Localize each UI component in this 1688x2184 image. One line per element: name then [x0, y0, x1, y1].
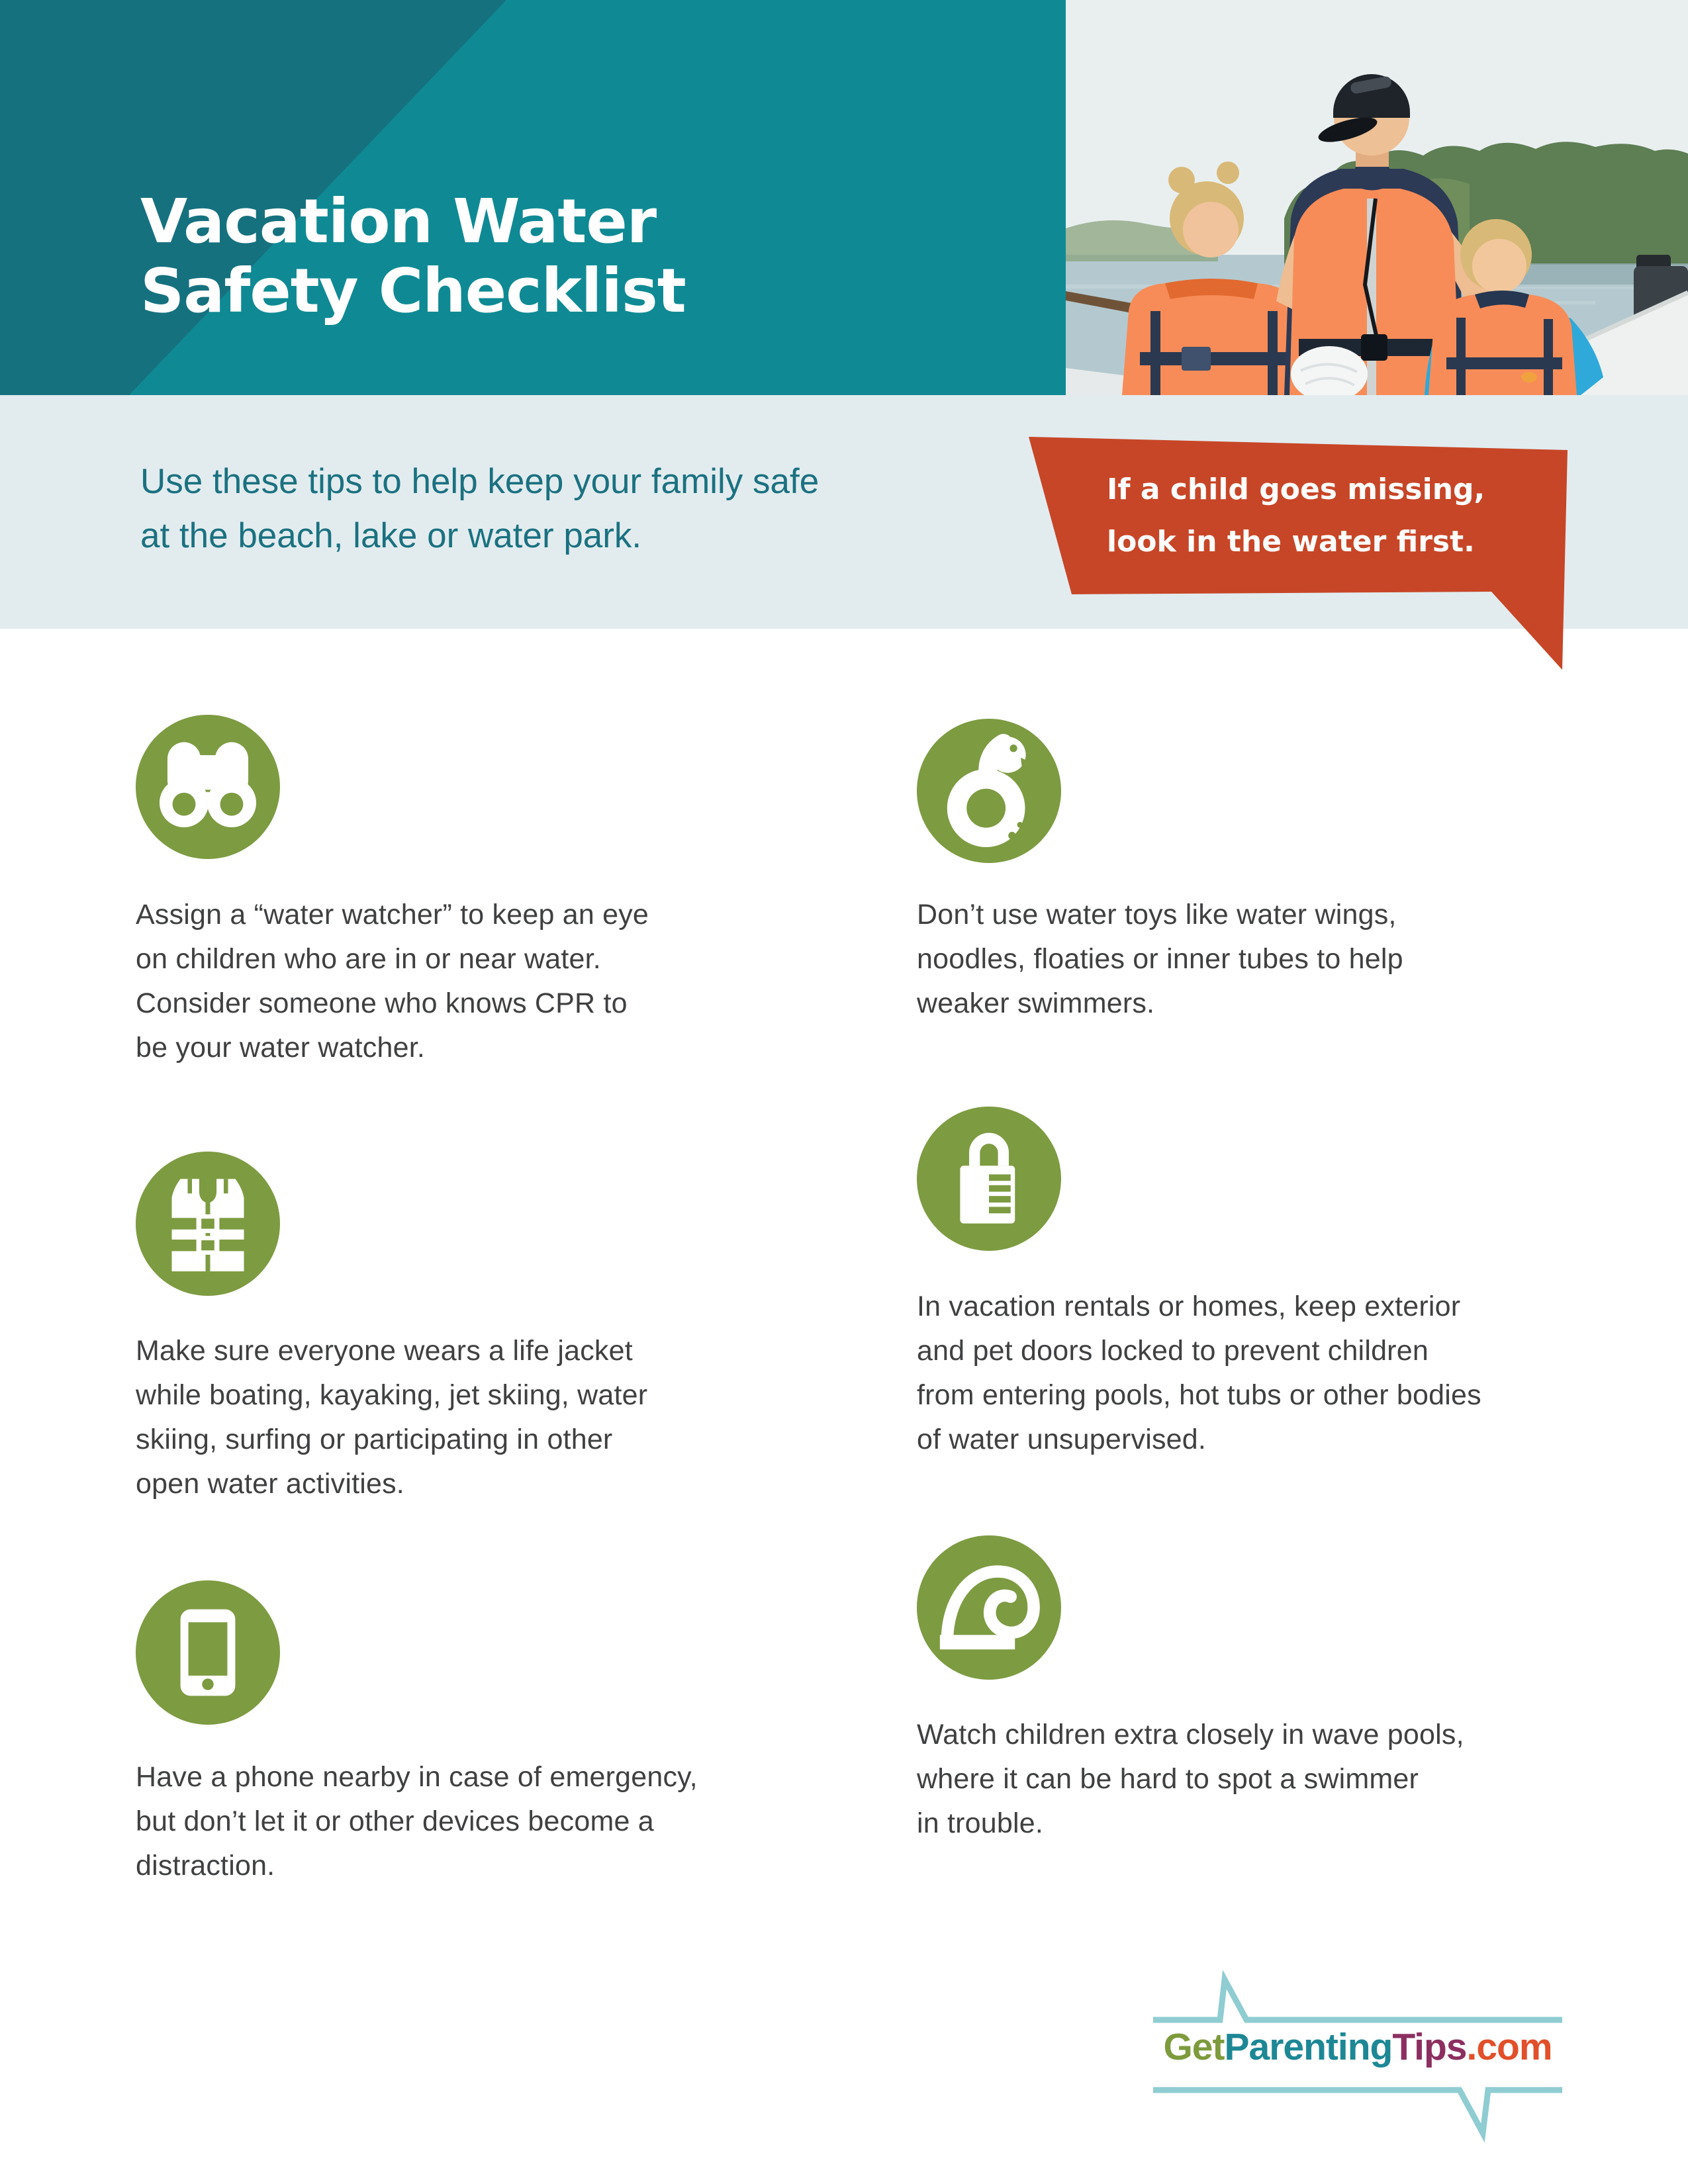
tip-line: Watch children extra closely in wave pools,	[917, 1719, 1464, 1751]
logo-segment-parenting[interactable]: Parenting	[1224, 2026, 1393, 2068]
tip-line: and pet doors locked to prevent children	[917, 1335, 1429, 1367]
tip-line: where it can be hard to spot a swimmer	[917, 1763, 1419, 1795]
logo-segment-tips[interactable]: Tips	[1392, 2026, 1467, 2068]
wave-pools-circle	[917, 1535, 1061, 1680]
life-jacket-icon	[136, 1152, 280, 1296]
intro-text	[140, 455, 819, 563]
footer-logo-text[interactable]	[1153, 2027, 1562, 2067]
life-jacket-circle	[136, 1152, 280, 1296]
tip-water-toys	[917, 893, 1403, 1026]
tip-line: from entering pools, hot tubs or other bodies	[917, 1379, 1481, 1411]
family-boat-photo	[1066, 0, 1688, 395]
page-title-line1: Vacation Water	[140, 186, 657, 257]
tip-phone-nearby	[136, 1755, 698, 1888]
tip-line: Have a phone nearby in case of emergency,	[136, 1761, 698, 1793]
tip-line: in trouble.	[917, 1807, 1044, 1839]
tip-line: on children who are in or near water.	[136, 943, 601, 975]
logo-segment-com[interactable]: .com	[1466, 2026, 1552, 2068]
tip-locked-doors	[917, 1285, 1481, 1462]
tip-line: noodles, floaties or inner tubes to help	[917, 943, 1403, 975]
duck-float-icon	[917, 719, 1061, 863]
lock-icon	[917, 1107, 1061, 1251]
binoculars-icon	[136, 715, 280, 859]
tip-line: while boating, kayaking, jet skiing, water	[136, 1379, 648, 1411]
tip-line: but don’t let it or other devices become a	[136, 1805, 654, 1837]
tip-line: open water activities.	[136, 1468, 404, 1500]
tip-line: weaker swimmers.	[917, 987, 1155, 1019]
phone-nearby-circle	[136, 1580, 280, 1725]
footer-logo[interactable]	[1149, 1969, 1572, 2154]
tip-line: of water unsupervised.	[917, 1424, 1207, 1455]
page-title	[140, 187, 686, 326]
callout-line2: look in the water first.	[1107, 525, 1475, 559]
tip-line: Assign a “water watcher” to keep an eye	[136, 899, 649, 931]
tip-line: distraction.	[136, 1850, 275, 1882]
wave-icon	[917, 1535, 1061, 1680]
locked-doors-circle	[917, 1107, 1061, 1251]
intro-line2: at the beach, lake or water park.	[140, 516, 642, 555]
tip-line: Make sure everyone wears a life jacket	[136, 1335, 633, 1367]
tip-wave-pools	[917, 1713, 1464, 1846]
intro-line1: Use these tips to help keep your family safe	[140, 462, 820, 501]
water-toys-circle	[917, 719, 1061, 863]
tip-water-watcher	[136, 893, 649, 1070]
callout-text	[1107, 463, 1485, 568]
logo-segment-get[interactable]: Get	[1163, 2026, 1225, 2068]
page-title-line2: Safety Checklist	[140, 255, 686, 326]
callout-line1: If a child goes missing,	[1107, 473, 1485, 506]
tip-line: Consider someone who knows CPR to	[136, 987, 628, 1019]
tip-line: skiing, surfing or participating in other	[136, 1424, 613, 1455]
tip-line: Don’t use water toys like water wings,	[917, 899, 1397, 931]
phone-icon	[136, 1580, 280, 1725]
tip-line: be your water watcher.	[136, 1032, 426, 1064]
header-banner	[0, 0, 1066, 395]
tip-life-jacket	[136, 1329, 647, 1506]
water-watcher-circle	[136, 715, 280, 859]
tip-line: In vacation rentals or homes, keep exterior	[917, 1291, 1461, 1322]
